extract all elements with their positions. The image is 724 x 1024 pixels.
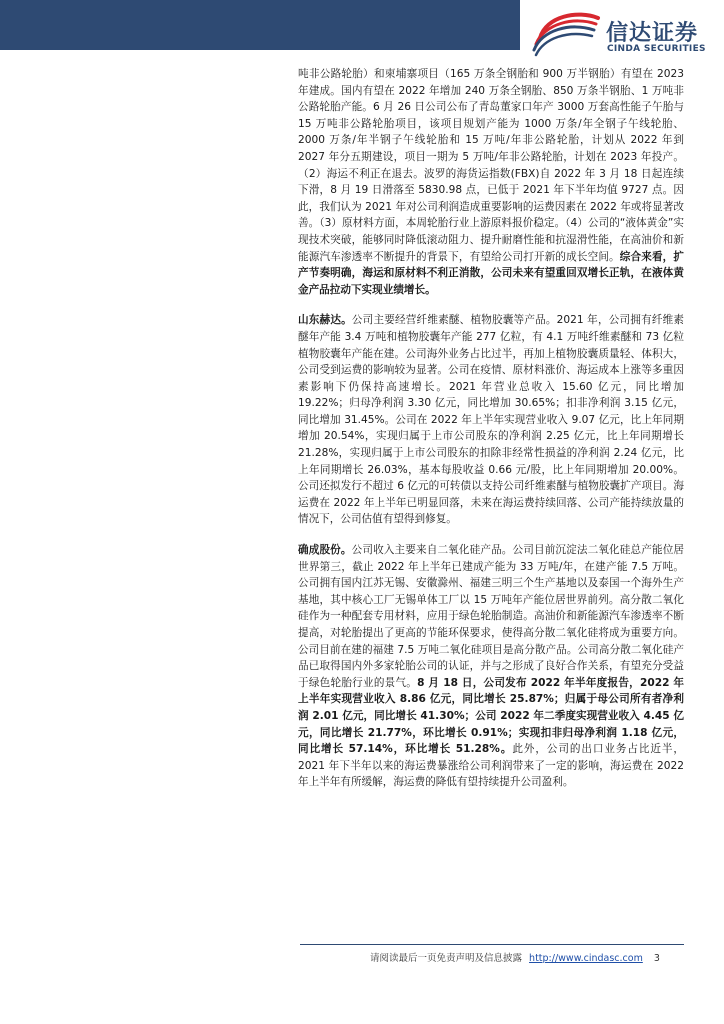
paragraph-text: 此外，公司的出口业务占比近半，2021 年下半年以来的海运费暴涨给公司利润带来了一定的影响，海运费在 2022 年上半年有所缓解，海运费的降低有望持续提升公司盈利。	[298, 743, 684, 789]
page-footer	[370, 950, 660, 964]
paragraph-text: 公司收入主要来自二氧化硅产品。公司目前沉淀法二氧化硅总产能位居世界第三，截止 2022 年上半年已建成产能为 33 万吨/年，在建产能 7.5 万吨。公司拥有国内江苏无锡、安徽滁州、福建三明三个生产基地以及泰国一个海外生产基地，其中核心工厂无锡单体工厂以 15 万吨年产能位居世界前列。高分散二氧化硅作为一种配套专用材料，应用于绿色轮胎制造。高油价和新能源汽车渗透率不断提高，对轮胎提出了更高的节能环保要求，使得高分散二氧化硅将成为重要方向。公司目前在建的福建 7.5 万吨二氧化硅项目是高分散产品。公司高分散二氧化硅产品已取得国内外多家轮胎公司的认证，并与之形成了良好合作关系，有望充分受益于绿色轮胎行业的景气。	[298, 544, 685, 689]
report-body	[298, 66, 684, 791]
paragraph-text: 吨非公路轮胎）和柬埔寨项目（165 万条全钢胎和 900 万半钢胎）有望在 2023 年建成。国内有望在 2022 年增加 240 万条全钢胎、850 万条半钢胎、1 万吨非公路轮胎产能。6 月 26 日公司公布了青岛董家口年产 3000 万套高性能子午胎与 15 万吨非公路轮胎项目，该项目规划产能为 1000 万条/年全钢子午线轮胎、2000 万条/年半钢子午线轮胎和 15 万吨/年非公路轮胎，计划从 2022 年到 2027 年分五期建设，项目一期为 5 万吨/年非公路轮胎，计划在 2023 年投产。（2）海运不利正在退去。波罗的海货运指数(FBX)自 2022 年 3 月 18 日起连续下滑，8 月 19 日滑落至 5830.98 点，已低于 2021 年下半年均值 9727 点。因此，我们认为 2021 年对公司利润造成重要影响的运费因素在 2022 年或将显著改善。（3）原材料方面，本周轮胎行业上游原料报价稳定。（4）公司的“液体黄金”实现技术突破，能够同时降低滚动阻力、提升耐磨性能和抗湿滑性能，在高油价和新能源汽车渗透率不断提升的背景下，有望给公司打开新的成长空间。	[298, 68, 684, 263]
logo-text-en: CINDA SECURITIES	[607, 44, 706, 54]
company-logo	[528, 8, 718, 58]
footer-divider	[300, 944, 684, 945]
paragraph-quechen	[298, 542, 684, 791]
paragraph-conclusion: 综合来看，扩产节奏明确，海运和原材料不利正消散，公司未来有望重回双增长正轨，在液体黄金产品拉动下实现业绩增长。	[298, 250, 685, 296]
paragraph-shandong-heda	[298, 312, 684, 528]
page-number: 3	[653, 953, 660, 964]
paragraph-linglong	[298, 66, 684, 298]
company-name: 确成股份。	[298, 544, 352, 557]
logo-text-cn: 信达证券	[606, 21, 699, 46]
paragraph-text: 公司主要经营纤维素醚、植物胶囊等产品。2021 年，公司拥有纤维素醚年产能 3.4 万吨和植物胶囊年产能 277 亿粒，有 4.1 万吨纤维素醚和 73 亿粒植物胶囊年产能在建。公司海外业务占比过半，再加上植物胶囊质量轻、体积大，公司受到运费的影响较为显著。公司在疫情、原材料涨价、海运成本上涨等多重因素影响下仍保持高速增长。2021 年营业总收入 15.60 亿元，同比增加 19.22%；归母净利润 3.30 亿元，同比增加 30.65%；扣非净利润 3.15 亿元，同比增加 31.45%。公司在 2022 年上半年实现营业收入 9.07 亿元，比上年同期增加 20.54%，实现归属于上市公司股东的净利润 2.25 亿元，比上年同期增长 21.28%，实现归属于上市公司股东的扣除非经常性损益的净利润 2.24 亿元，比上年同期增长 26.03%，基本每股收益 0.66 元/股，比上年同期增加 20.00%。公司还拟发行不超过 6 亿元的可转债以支持公司纤维素醚与植物胶囊扩产项目。海运费在 2022 年上半年已明显回落，未来在海运费持续回落、公司产能持续放量的情况下，公司估值有望得到修复。	[298, 314, 684, 526]
logo-mark-icon	[528, 8, 608, 58]
disclaimer-text: 请阅读最后一页免责声明及信息披露	[370, 953, 523, 964]
website-link[interactable]: http://www.cindasc.com	[529, 953, 643, 964]
paragraph-highlight: 8 月 18 日，公司发布 2022 年半年度报告，2022 年上半年实现营业收入 8.86 亿元，同比增长 25.87%；归属于母公司所有者净利润 2.01 亿元，同比增长 41.30%；公司 2022 年二季度实现营业收入 4.45 亿元，同比增长 21.77%，环比增长 0.91%；实现扣非归母净利润 1.18 亿元，同比增长 57.14%，环比增长 51.28%。	[298, 676, 684, 756]
header-band	[0, 0, 520, 50]
company-name: 山东赫达。	[298, 314, 352, 327]
